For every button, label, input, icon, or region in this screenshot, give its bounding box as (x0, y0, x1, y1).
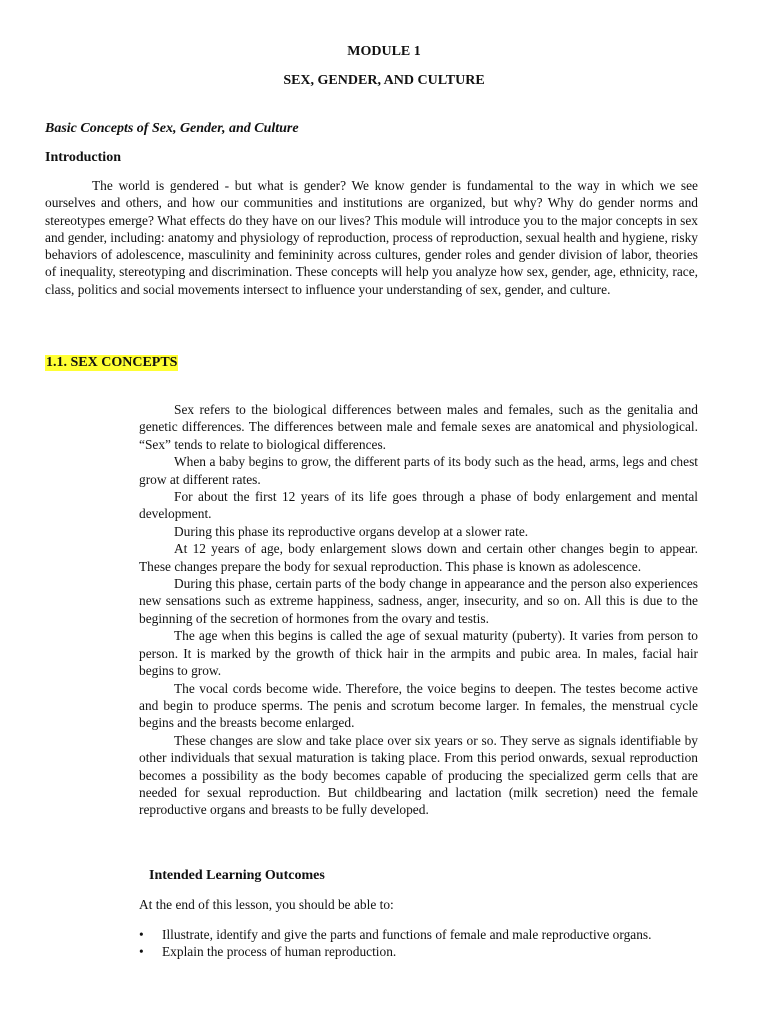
body-paragraph: For about the first 12 years of its life goes through a phase of body enlargement and mental development. (139, 489, 698, 522)
body-paragraph: The age when this begins is called the age of sexual maturity (puberty). It varies from person to person. It is marked by the growth of thick hair in the armpits and pubic area. In males, facial hair begins to grow. (139, 628, 698, 679)
body-paragraph: These changes are slow and take place over six years or so. They serve as signals identifiable by other individuals that sexual maturation is taking place. From this period onwards, sexual reproduction becomes a possibility as the body becomes capable of producing the specialized germ cells that are needed for sexual reproduction. But childbearing and lactation (milk secretion) need the female reproductive organs and breasts to be fully developed. (139, 732, 698, 818)
bullet-icon: • (139, 944, 144, 960)
body-paragraph: During this phase, certain parts of the body change in appearance and the person also experiences new sensations such as extreme happiness, sadness, anger, insecurity, and so on. All this is due to the beginning of the secretion of hormones from the ovary and testis. (139, 576, 698, 626)
module-title: SEX, GENDER, AND CULTURE (283, 73, 485, 88)
bullet-icon: • (139, 927, 144, 942)
body-paragraph: At 12 years of age, body enlargement slows down and certain other changes begin to appear. These changes prepare the body for sexual reproduction. This phase is known as adolescence. (139, 541, 698, 574)
outcomes-heading: Intended Learning Outcomes (149, 868, 325, 883)
list-item (139, 926, 698, 943)
list-item (139, 943, 698, 960)
intro-heading: Introduction (45, 150, 121, 165)
section-heading: 1.1. SEX CONCEPTS (46, 355, 178, 370)
outcome-text: Illustrate, identify and give the parts and functions of female and male reproductive organs. (162, 927, 652, 942)
section-body (139, 401, 698, 819)
module-number: MODULE 1 (347, 44, 421, 59)
outcome-text: Explain the process of human reproduction. (162, 944, 397, 960)
body-paragraph: During this phase its reproductive organs develop at a slower rate. (174, 523, 529, 539)
outcomes-list (139, 926, 698, 961)
outcomes-intro: At the end of this lesson, you should be able to: (139, 897, 394, 912)
body-paragraph: Sex refers to the biological differences between males and females, such as the genitalia and genetic differences. The differences between male and female sexes are anatomical and physiological. “Sex” tends to relate to biological differences. (139, 402, 698, 452)
subtitle: Basic Concepts of Sex, Gender, and Culture (45, 121, 299, 136)
body-paragraph: When a baby begins to grow, the different parts of its body such as the head, arms, legs and chest grow at different rates. (139, 454, 698, 487)
body-paragraph: The vocal cords become wide. Therefore, the voice begins to deepen. The testes become active and begin to produce sperms. The penis and scrotum become larger. In females, the menstrual cycle begins and the breasts become enlarged. (139, 680, 698, 731)
intro-paragraph: The world is gendered - but what is gender? We know gender is fundamental to the way in which we see ourselves and others, and how our communities and institutions are organized, but why? Why do gender norms and stereotypes emerge? What effects do they have on our lives? This module will introduce you to the major concepts in sex and gender, including: anatomy and physiology of reproduction, process of reproduction, sexual health and hygiene, risky behaviors of adolescence, masculinity and femininity across cultures, gender roles and gender division of labor, theories of inequality, stereotyping and discrimination. These concepts will help you analyze how sex, gender, age, ethnicity, race, class, politics and social movements intersect to influence your understanding of sex, gender, and culture. (45, 178, 698, 297)
